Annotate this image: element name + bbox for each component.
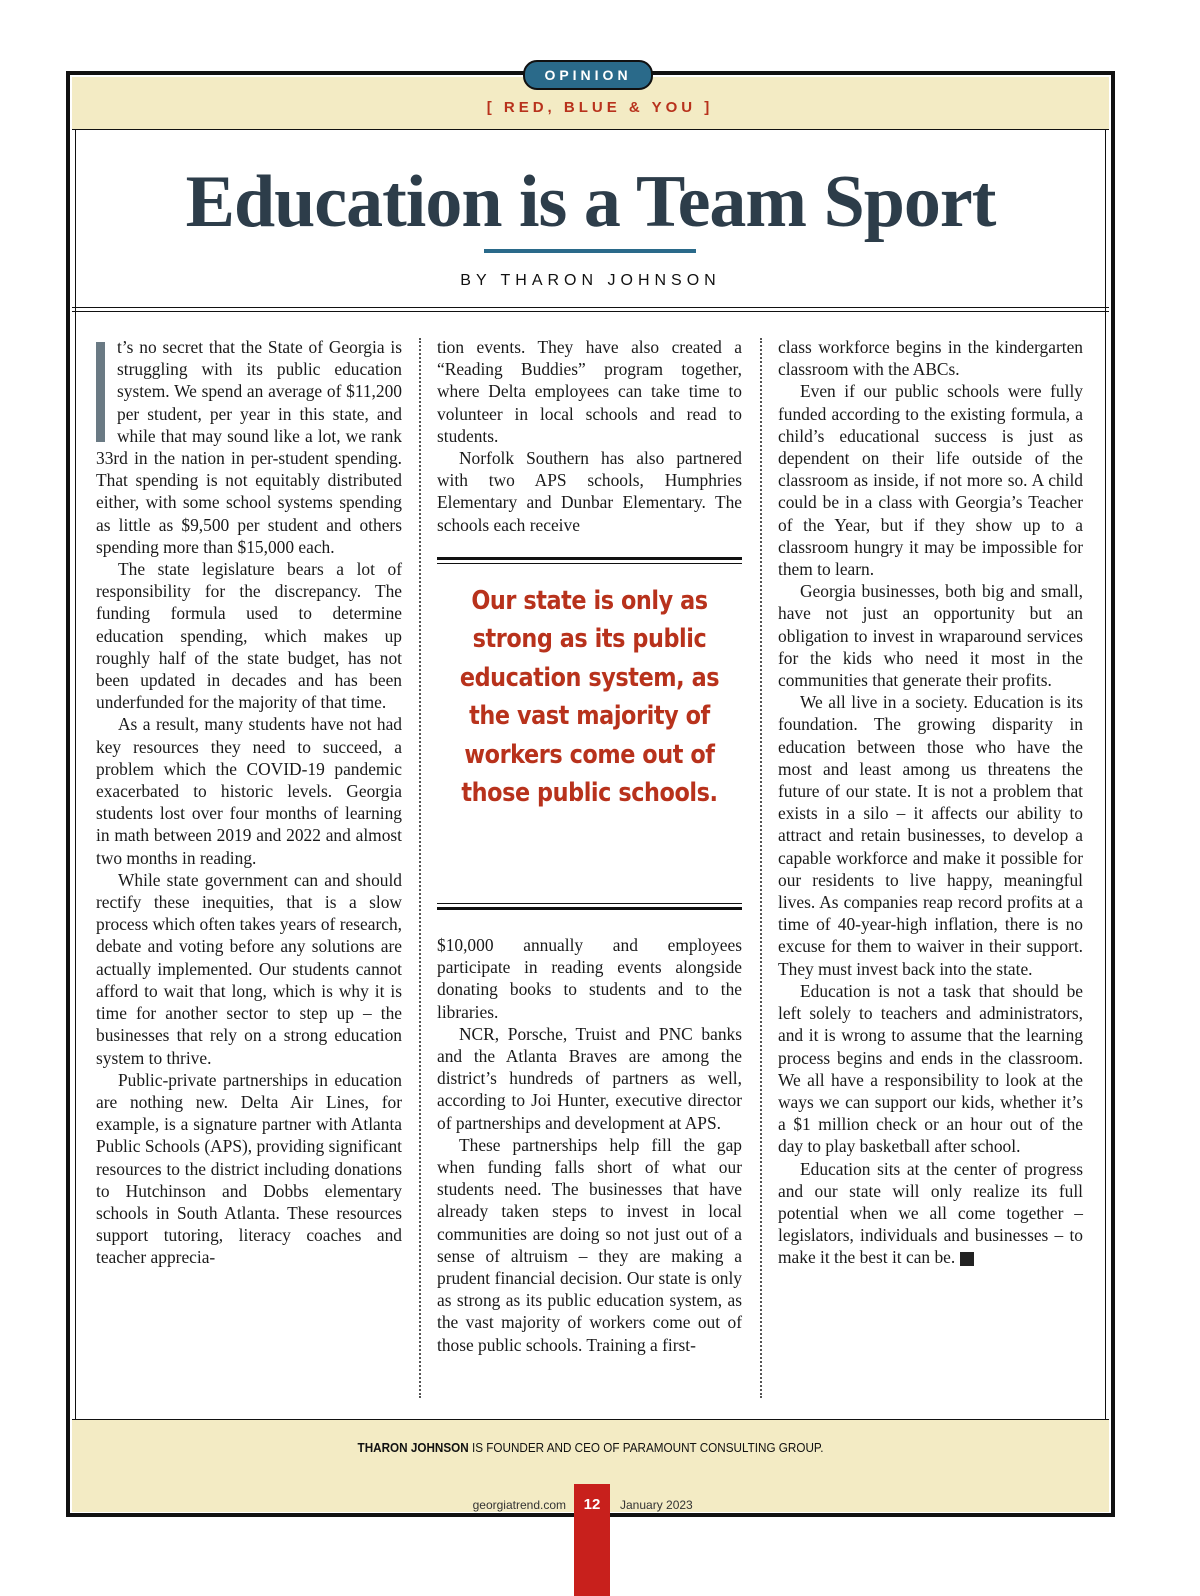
- paragraph: NCR, Porsche, Truist and PNC banks and the Atlanta Braves are among the district’s hundreds of partners as well, according to Joi Hunter, executive director of partnerships and development at APS.: [437, 1023, 742, 1133]
- paragraph: Norfolk Southern has also partnered with two APS schools, Humphries Elementary and Dunbar Elementary. The schools each receive: [437, 448, 742, 535]
- column-2-continued: [437, 934, 742, 1356]
- paragraph: Georgia businesses, both big and small, have not just an opportunity but an obligation to invest in wraparound services for the kids who need it most in the communities that generate their profits.: [778, 581, 1083, 691]
- footer-site: georgiatrend.com: [472, 1498, 566, 1512]
- paragraph: These partnerships help fill the gap when funding falls short of what our students need. The businesses that have already taken steps to invest in local communities are doing so not just out of a sense of altruism – they are making a prudent financial decision. Our state is only as strong as its public education system, as the vast majority of workers come out of those public schools. Training a first-: [437, 1134, 742, 1355]
- headline: Education is a Team Sport: [185, 161, 996, 243]
- divider: [72, 311, 1109, 312]
- paragraph: Public-private partnerships in education are nothing new. Delta Air Lines, for example, is a signature partner with Atlanta Public Schools (APS), providing significant resources to the district including donations to Hutchinson and Dobbs elementary schools in South Atlanta. These resources support tutoring, literacy coaches and teacher apprecia-: [96, 1069, 402, 1268]
- pullquote-rule: [437, 907, 742, 910]
- pullquote-rule: [437, 903, 742, 904]
- page-number: 12: [574, 1484, 610, 1596]
- column-3: [778, 336, 1083, 1269]
- paragraph: class workforce begins in the kindergarten classroom with the ABCs.: [778, 337, 1083, 380]
- paragraph: As a result, many students have not had key resources they need to succeed, a problem which the COVID-19 pandemic exacerbated to historic levels. Georgia students lost over four months of learning in math between 2019 and 2022 and almost two months in reading.: [96, 714, 402, 868]
- pullquote: Our state is only as strong as its public education system, as the vast majority of workers come out of those public schools.: [459, 586, 720, 809]
- series-label: [ RED, BLUE & YOU ]: [486, 99, 714, 116]
- column-1: [96, 336, 402, 1269]
- column-2: [437, 336, 742, 536]
- footer-date: January 2023: [620, 1498, 693, 1512]
- drop-cap-i: [96, 342, 105, 442]
- headline-rule: [484, 249, 696, 253]
- section-badge: OPINION: [523, 60, 653, 90]
- paragraph: tion events. They have also created a “Reading Buddies” program together, where Delta employees can take time to volunteer in local schools and read to students.: [437, 337, 742, 446]
- byline: BY THARON JOHNSON: [460, 272, 721, 289]
- paragraph: Education sits at the center of progress and our state will only realize its full potential when we all come together – legislators, individuals and businesses – to make it the best it can be. GT: [778, 1158, 1083, 1268]
- divider: [72, 307, 1109, 308]
- paragraph: Even if our public schools were fully funded according to the existing formula, a child’s educational success is just as dependent on their life outside of the classroom as inside, if not more so. A child could be in a class with Georgia’s Teacher of the Year, but if they show up to a classroom hungry it may be impossible for them to learn.: [778, 381, 1083, 580]
- author-bio: THARON JOHNSON IS FOUNDER AND CEO OF PARAMOUNT CONSULTING GROUP.: [357, 1440, 824, 1455]
- end-mark-icon: GT: [960, 1252, 974, 1266]
- paragraph: Education is not a task that should be left solely to teachers and administrators, and it is wrong to assume that the learning process begins and ends in the classroom. We all have a responsibility to look at the ways we can support our kids, whether it’s a $1 million check or an hour out of the day to play basketball after school.: [778, 980, 1083, 1157]
- paragraph: $10,000 annually and employees participate in reading events alongside donating books to students and to the libraries.: [437, 935, 742, 1022]
- paragraph: t’s no secret that the State of Georgia is struggling with its public education system. We spend an average of $11,200 per student, per year in this state, and while that may sound like a lot, we rank 33rd in the nation in per-student spending. That spending is not equitably distributed either, with some school systems spending as little as $9,500 per student and others spending more than $15,000 each.: [96, 337, 402, 557]
- column-separator: [419, 338, 421, 1398]
- column-separator: [760, 338, 762, 1398]
- paragraph: While state government can and should rectify these inequities, that is a slow process which often takes years of research, debate and voting before any solutions are actually implemented. Our students cannot afford to wait that long, which is why it is time for another sector to step up – the businesses that rely on a strong education system to thrive.: [96, 869, 402, 1068]
- paragraph: The state legislature bears a lot of responsibility for the discrepancy. The funding formula used to determine education spending, which makes up roughly half of the state budget, has not been updated in decades and has been underfunded for the majority of that time.: [96, 559, 402, 713]
- pullquote-rule: [437, 557, 742, 560]
- pullquote-rule: [437, 563, 742, 564]
- paragraph: We all live in a society. Education is its foundation. The growing disparity in education between those who have the most and least among us threatens the future of our state. It is not a problem that exists in a silo – it affects our ability to attract and retain businesses, to develop a capable workforce and make it possible for our residents to live happy, meaningful lives. As companies reap record profits at a time of 40-year-high inflation, there is no excuse for them to waiver in their support. They must invest back into the state.: [778, 692, 1083, 979]
